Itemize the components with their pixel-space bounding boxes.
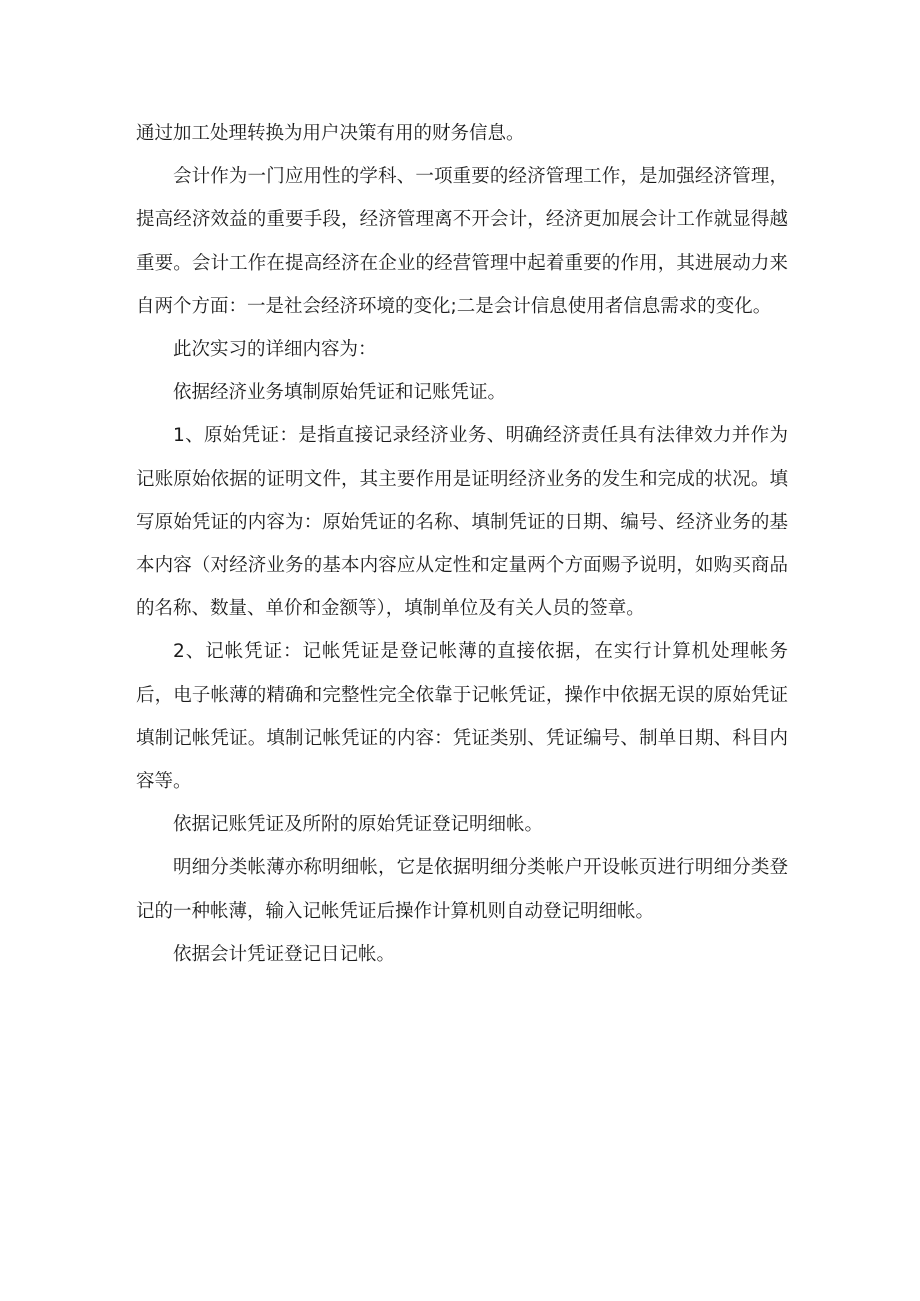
paragraph-accounting-role: 会计作为一门应用性的学科、一项重要的经济管理工作，是加强经济管理，提高经济效益的重要手段，经济管理离不开会计，经济更加展会计工作就显得越重要。会计工作在提高经济在企业的经营管理中起着重要的作用，其进展动力来自两个方面：一是社会经济环境的变化;二是会计信息使用者信息需求的变化。	[136, 166, 788, 317]
paragraph-journal-task: 依据会计凭证登记日记帐。	[173, 943, 396, 965]
document-body	[136, 112, 788, 976]
paragraph-voucher-task: 依据经济业务填制原始凭证和记账凭证。	[173, 382, 507, 404]
paragraph-original-voucher: 1、原始凭证：是指直接记录经济业务、明确经济责任具有法律效力并作为记账原始依据的证明文件，其主要作用是证明经济业务的发生和完成的状况。填写原始凭证的内容为：原始凭证的名称、填制凭证的日期、编号、经济业务的基本内容（对经济业务的基本内容应从定性和定量两个方面赐予说明，如购买商品的名称、数量、单价和金额等），填制单位及有关人员的签章。	[136, 425, 788, 620]
paragraph-ledger-task: 依据记账凭证及所附的原始凭证登记明细帐。	[173, 814, 544, 836]
paragraph-bookkeeping-voucher: 2、记帐凭证：记帐凭证是登记帐薄的直接依据，在实行计算机处理帐务后，电子帐薄的精确和完整性完全依靠于记帐凭证，操作中依据无误的原始凭证填制记帐凭证。填制记帐凭证的内容：凭证类别、凭证编号、制单日期、科目内容等。	[136, 641, 788, 793]
paragraph-internship-intro: 此次实习的详细内容为：	[173, 339, 377, 361]
paragraph-continuation: 通过加工处理转换为用户决策有用的财务信息。	[136, 123, 525, 144]
paragraph-subsidiary-ledger: 明细分类帐薄亦称明细帐，它是依据明细分类帐户开设帐页进行明细分类登记的一种帐薄，输入记帐凭证后操作计算机则自动登记明细帐。	[136, 857, 788, 922]
